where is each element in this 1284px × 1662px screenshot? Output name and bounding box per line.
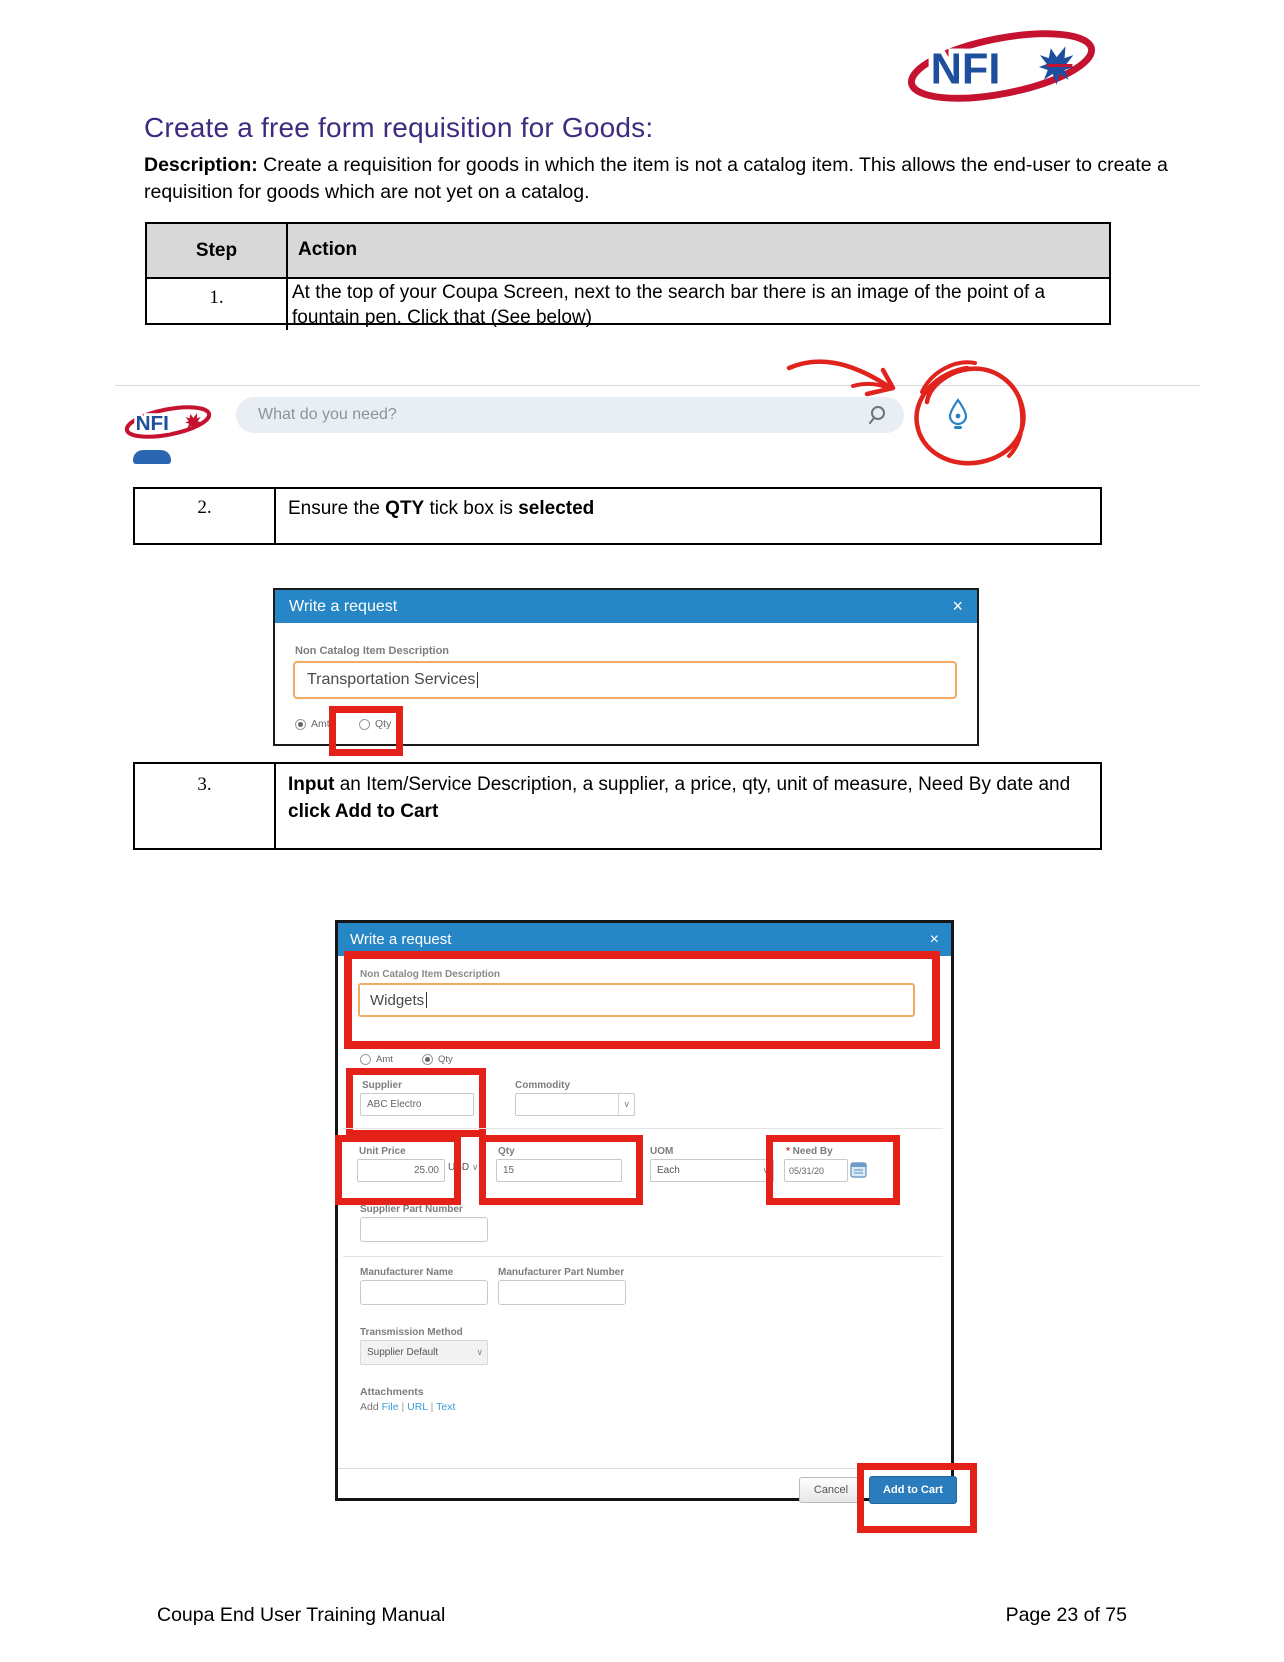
cancel-button[interactable]: Cancel bbox=[799, 1477, 863, 1503]
item-description-input[interactable] bbox=[293, 661, 957, 699]
search-input[interactable]: What do you need? bbox=[258, 406, 397, 423]
modal-header bbox=[275, 590, 977, 623]
attach-file-link[interactable]: File bbox=[381, 1401, 399, 1413]
amt-radio-group[interactable] bbox=[360, 1054, 393, 1065]
item-description-label: Non Catalog Item Description bbox=[360, 969, 501, 980]
uom-label: UOM bbox=[650, 1146, 674, 1157]
write-request-modal-small bbox=[273, 588, 979, 746]
supplier-value: ABC Electro bbox=[367, 1099, 422, 1110]
nfi-logo-small bbox=[123, 396, 213, 448]
screenshot-top-divider bbox=[115, 385, 1200, 386]
manufacturer-name-input[interactable] bbox=[360, 1280, 488, 1305]
step-action-text: Ensure the QTY tick box is selected bbox=[288, 498, 595, 519]
chevron-down-icon[interactable]: ∨ bbox=[762, 1165, 769, 1175]
cropped-blue-button bbox=[133, 450, 171, 464]
need-by-value: 05/31/20 bbox=[789, 1165, 825, 1176]
qty-input[interactable] bbox=[496, 1159, 622, 1182]
attachments-label: Attachments bbox=[360, 1386, 424, 1398]
footer-page-number: Page 23 of 75 bbox=[1005, 1604, 1127, 1626]
step-action-text: Input an Item/Service Description, a supplier, a price, qty, unit of measure, Need By date and click Add to Cart bbox=[288, 774, 1071, 822]
manufacturer-name-label: Manufacturer Name bbox=[360, 1267, 454, 1278]
steps-table-row-2 bbox=[133, 487, 1102, 545]
qty-value: 15 bbox=[503, 1165, 515, 1176]
attachments-add-label: Add bbox=[360, 1401, 379, 1413]
table-row bbox=[147, 279, 1109, 330]
annotation-circle bbox=[901, 358, 1037, 476]
description-text: Create a requisition for goods in which the item is not a catalog item. This allows the end-user to create a requisition for goods which are not yet on a catalog. bbox=[144, 154, 1168, 203]
item-description-input[interactable] bbox=[358, 983, 915, 1017]
transmission-method-select[interactable] bbox=[360, 1340, 488, 1365]
currency-value: USD bbox=[448, 1162, 470, 1173]
steps-table bbox=[145, 222, 1111, 328]
footer-manual-title: Coupa End User Training Manual bbox=[157, 1604, 446, 1626]
description-label: Description: bbox=[144, 154, 258, 176]
currency-select[interactable] bbox=[448, 1162, 479, 1173]
unit-price-input[interactable] bbox=[357, 1159, 445, 1182]
section-divider bbox=[343, 1128, 943, 1129]
annotation-arrow bbox=[783, 352, 913, 408]
qty-label: Qty bbox=[498, 1146, 515, 1157]
qty-radio[interactable] bbox=[359, 719, 370, 730]
commodity-select[interactable] bbox=[515, 1093, 635, 1116]
unit-price-label: Unit Price bbox=[359, 1146, 406, 1157]
modal-footer-divider bbox=[338, 1468, 945, 1469]
chevron-down-icon[interactable]: ∨ bbox=[476, 1347, 483, 1357]
chevron-down-icon: ∨ bbox=[471, 1162, 479, 1172]
modal-title: Write a request bbox=[350, 931, 452, 948]
qty-radio-group[interactable] bbox=[359, 718, 391, 730]
text-caret bbox=[426, 992, 427, 1009]
qty-radio[interactable] bbox=[422, 1054, 433, 1065]
steps-table-row-3 bbox=[133, 762, 1102, 850]
nfi-logo-graphic bbox=[903, 24, 1100, 108]
modal-header bbox=[338, 923, 951, 956]
nfi-eagle-icon bbox=[1039, 46, 1073, 84]
supplier-part-number-input[interactable] bbox=[360, 1217, 488, 1242]
transmission-method-value: Supplier Default bbox=[367, 1347, 439, 1358]
write-request-modal-large bbox=[335, 920, 954, 1501]
step-number: 1. bbox=[147, 279, 288, 330]
uom-value: Each bbox=[657, 1165, 680, 1176]
item-description-value: Transportation Services bbox=[307, 671, 476, 688]
add-to-cart-button[interactable]: Add to Cart bbox=[869, 1476, 957, 1504]
uom-select[interactable] bbox=[650, 1159, 774, 1182]
item-description-value: Widgets bbox=[370, 991, 425, 1009]
attachments-links bbox=[360, 1401, 455, 1413]
step-number: 3. bbox=[135, 764, 276, 848]
action-column-header: Action bbox=[298, 239, 358, 261]
need-by-input[interactable] bbox=[784, 1159, 848, 1182]
page-description bbox=[144, 152, 1196, 205]
amt-radio[interactable] bbox=[295, 719, 306, 730]
link-separator: | bbox=[430, 1401, 434, 1413]
attach-text-link[interactable]: Text bbox=[436, 1401, 456, 1413]
amt-radio[interactable] bbox=[360, 1054, 371, 1065]
nfi-logo bbox=[903, 24, 1100, 108]
close-icon[interactable]: × bbox=[929, 930, 939, 948]
required-asterisk: * bbox=[786, 1146, 790, 1157]
text-caret bbox=[477, 672, 478, 689]
item-description-label: Non Catalog Item Description bbox=[295, 645, 450, 657]
link-separator: | bbox=[401, 1401, 405, 1413]
coupa-search-screenshot bbox=[115, 378, 1200, 483]
step-action-text: At the top of your Coupa Screen, next to the search bar there is an image of the point of a fountain pen. Click that (See below) bbox=[292, 282, 1046, 328]
attach-url-link[interactable]: URL bbox=[407, 1401, 428, 1413]
qty-radio-label: Qty bbox=[375, 718, 392, 731]
step-number: 2. bbox=[135, 489, 276, 543]
nfi-logo-small-graphic bbox=[123, 396, 213, 448]
close-icon[interactable]: × bbox=[952, 596, 963, 616]
commodity-label: Commodity bbox=[515, 1080, 570, 1091]
unit-price-value: 25.00 bbox=[413, 1165, 439, 1176]
chevron-down-icon[interactable]: ∨ bbox=[618, 1094, 634, 1115]
amt-radio-label: Amt bbox=[311, 718, 330, 731]
manufacturer-part-number-input[interactable] bbox=[498, 1280, 626, 1305]
calendar-icon[interactable] bbox=[850, 1161, 867, 1178]
supplier-part-number-label: Supplier Part Number bbox=[360, 1204, 463, 1215]
manufacturer-part-number-label: Manufacturer Part Number bbox=[498, 1267, 625, 1278]
section-divider bbox=[343, 1256, 943, 1257]
qty-radio-label: Qty bbox=[438, 1054, 453, 1065]
need-by-label: * Need By bbox=[786, 1146, 833, 1157]
qty-radio-group[interactable] bbox=[422, 1054, 453, 1065]
nfi-logo-small-text: NFI bbox=[135, 412, 169, 436]
annotation-box-qty-radio bbox=[329, 706, 403, 756]
nfi-logo-text: NFI bbox=[930, 45, 1001, 94]
step-column-header: Step bbox=[147, 224, 288, 277]
page-title: Create a free form requisition for Goods: bbox=[144, 112, 654, 143]
amt-radio-label: Amt bbox=[376, 1054, 393, 1065]
supplier-input[interactable] bbox=[360, 1093, 474, 1116]
modal-title: Write a request bbox=[289, 597, 398, 615]
transmission-method-label: Transmission Method bbox=[360, 1327, 463, 1338]
amt-radio-group[interactable] bbox=[295, 718, 330, 730]
steps-table-header-row bbox=[147, 224, 1109, 279]
supplier-label: Supplier bbox=[362, 1080, 403, 1091]
